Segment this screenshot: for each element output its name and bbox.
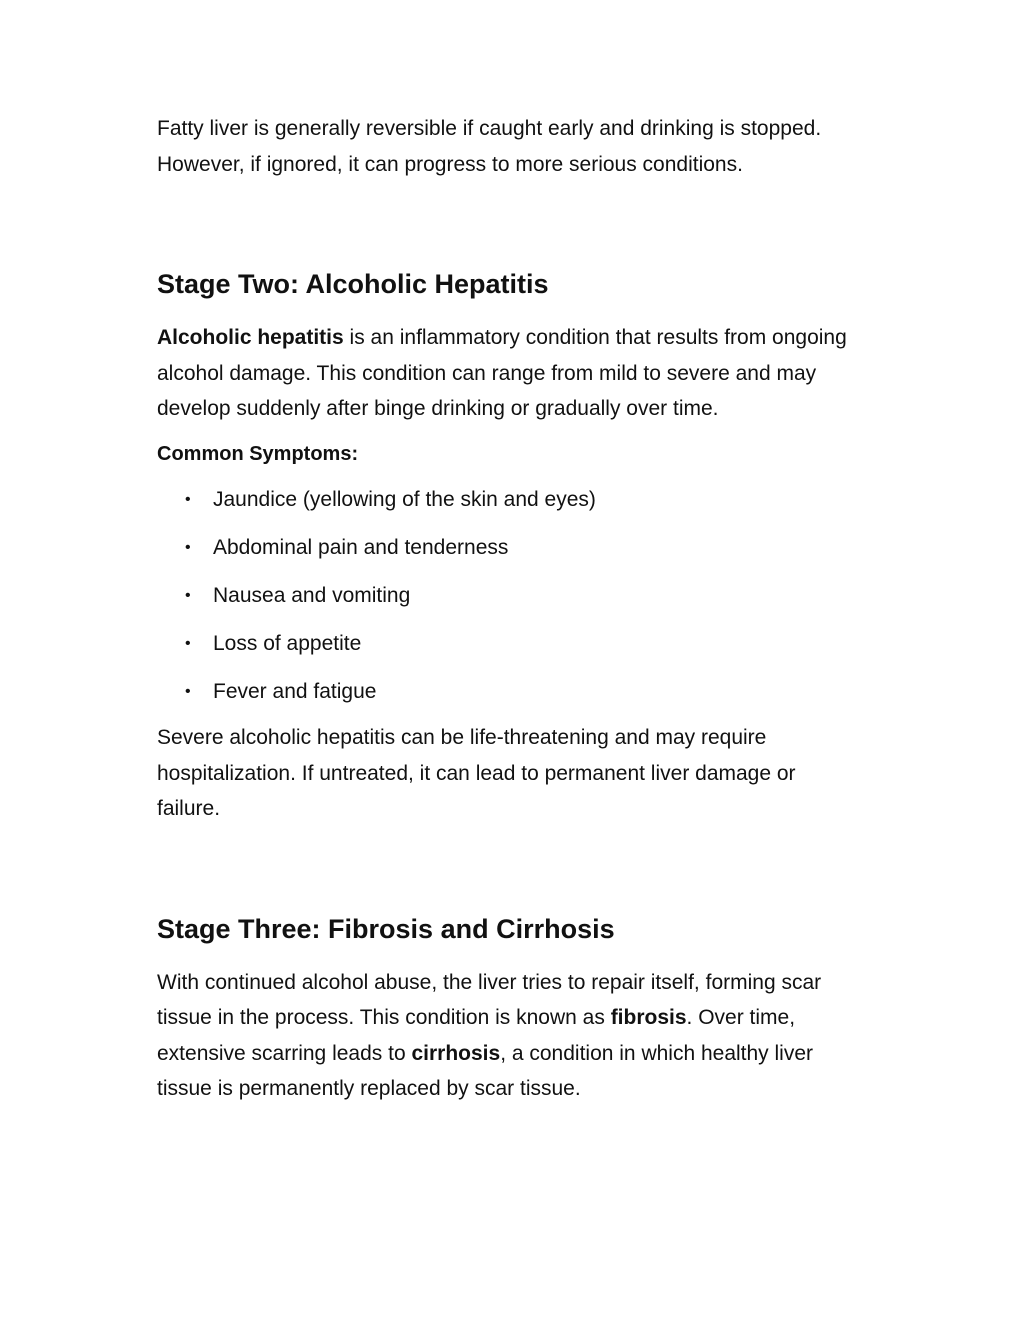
stage-three-text-2: . Over time, extensive scarring leads to [157,1006,796,1065]
stage-two-paragraph [157,320,857,427]
document-content [157,111,857,1107]
fibrosis-term: fibrosis [610,1006,687,1029]
bullet-icon: • [185,683,191,700]
symptom-text: Jaundice (yellowing of the skin and eyes) [213,488,596,511]
stage-two-closing-paragraph: Severe alcoholic hepatitis can be life-threatening and may require hospitalization. If untreated, it can lead to permanent liver damage or failure. [157,726,796,820]
list-item [157,674,857,710]
symptom-text: Fever and fatigue [213,680,377,703]
stage-three-text-1: With continued alcohol abuse, the liver tries to repair itself, forming scar tissue in the process. This condition is known as [157,970,822,1029]
symptoms-heading: Common Symptoms: [157,442,359,465]
symptom-text: Loss of appetite [213,632,362,655]
stage-three-heading: Stage Three: Fibrosis and Cirrhosis [157,913,615,944]
list-item [157,482,857,518]
intro-paragraph: Fatty liver is generally reversible if caught early and drinking is stopped. However, if ignored, it can progress to more serious conditions. [157,117,822,176]
stage-two-heading: Stage Two: Alcoholic Hepatitis [157,269,549,299]
symptoms-list [157,482,857,710]
bullet-icon: • [185,539,191,556]
stage-two-body-text: is an inflammatory condition that results from ongoing alcohol damage. This condition can range from mild to severe and may develop suddenly after binge drinking or gradually over time. [157,326,847,420]
list-item [157,578,857,614]
symptom-text: Abdominal pain and tenderness [213,536,509,559]
cirrhosis-term: cirrhosis [411,1041,501,1065]
bullet-icon: • [185,587,191,604]
stage-three-paragraph [157,965,857,1107]
stage-two-bold-term: Alcoholic hepatitis [157,326,344,349]
symptom-text: Nausea and vomiting [213,584,411,607]
bullet-icon: • [185,635,191,652]
list-item [157,530,857,566]
bullet-icon: • [185,491,191,508]
stage-three-text-3: , a condition in which healthy liver tissue is permanently replaced by scar tissue. [157,1041,814,1100]
list-item [157,626,857,662]
